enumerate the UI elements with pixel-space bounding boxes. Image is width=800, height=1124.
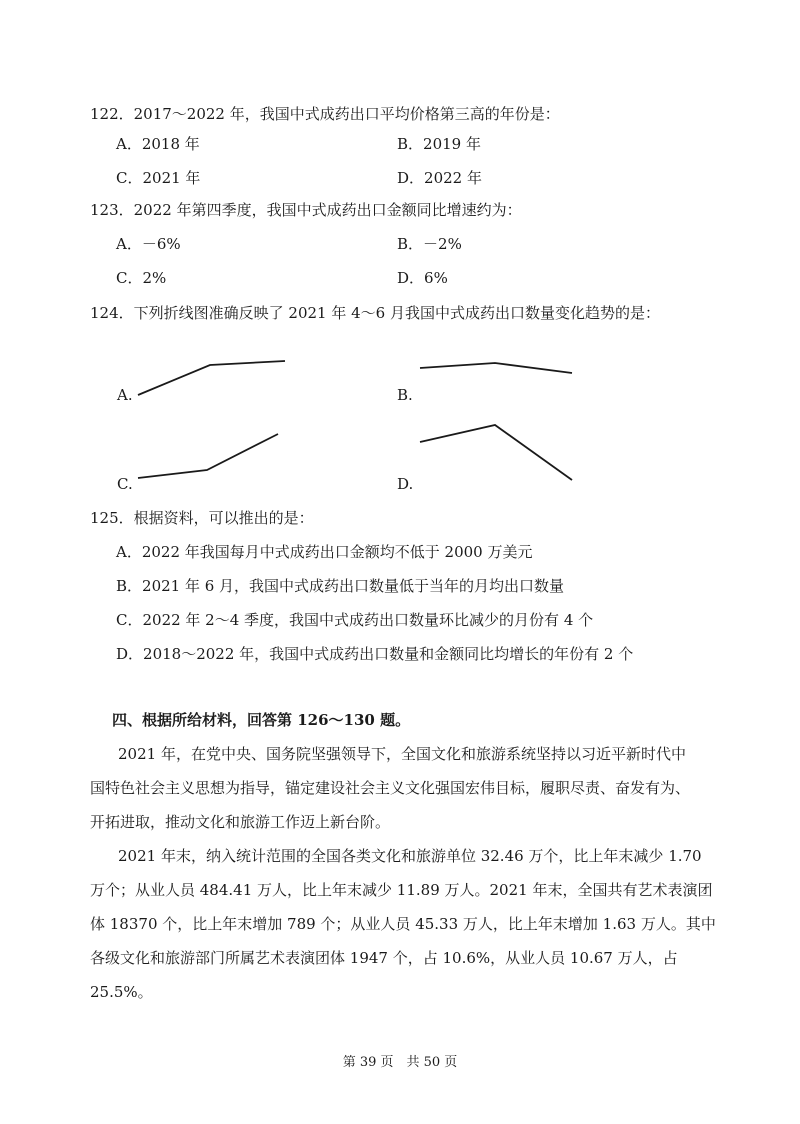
q124-option-b-figure (417, 355, 577, 385)
q123-option-a: A．－6% (116, 235, 181, 253)
q124-option-d-figure (417, 420, 577, 485)
q124-option-b-label: B. (397, 386, 413, 404)
question-122-stem: 122．2017～2022 年，我国中式成药出口平均价格第三高的年份是： (90, 105, 560, 123)
paragraph-1-line-3: 开拓进取，推动文化和旅游工作迈上新台阶。 (90, 813, 391, 831)
q124-option-a-label: A. (117, 386, 133, 404)
paragraph-2-line-4: 各级文化和旅游部门所属艺术表演团体 1947 个，占 10.6%，从业人员 10.67 万人，占 (90, 949, 678, 967)
q124-option-c-label: C. (117, 475, 133, 493)
q122-option-c: C．2021 年 (116, 169, 201, 187)
q123-option-c: C．2% (116, 269, 167, 287)
paragraph-2-line-2: 万个；从业人员 484.41 万人，比上年末减少 11.89 万人。2021 年末，全国共有艺术表演团 (90, 881, 713, 899)
q123-option-d: D．6% (397, 269, 448, 287)
q122-option-d: D．2022 年 (397, 169, 482, 187)
paragraph-2-line-5: 25.5%。 (90, 983, 153, 1001)
q124-option-a-trend-line (138, 361, 285, 395)
q125-option-c: C．2022 年 2～4 季度，我国中式成药出口数量环比减少的月份有 4 个 (116, 611, 594, 629)
q122-option-a: A．2018 年 (116, 135, 200, 153)
page-footer: 第 39 页 共 50 页 (342, 1055, 458, 1070)
q125-option-b: B．2021 年 6 月，我国中式成药出口数量低于当年的月均出口数量 (116, 577, 565, 595)
q124-option-c-figure (135, 430, 295, 485)
q124-option-c-trend-line (138, 434, 278, 478)
q125-option-d: D．2018～2022 年，我国中式成药出口数量和金额同比均增长的年份有 2 个 (116, 645, 634, 663)
q125-option-a: A．2022 年我国每月中式成药出口金额均不低于 2000 万美元 (116, 543, 533, 561)
paragraph-1-line-1: 2021 年，在党中央、国务院坚强领导下，全国文化和旅游系统坚持以习近平新时代中 (118, 745, 686, 763)
q124-option-d-trend-line (420, 425, 572, 480)
q122-option-b: B．2019 年 (397, 135, 481, 153)
question-124-stem: 124．下列折线图准确反映了 2021 年 4～6 月我国中式成药出口数量变化趋势的是： (90, 304, 660, 322)
q124-option-a-figure (135, 355, 295, 405)
paragraph-2-line-3: 体 18370 个，比上年末增加 789 个；从业人员 45.33 万人，比上年末增加 1.63 万人。其中 (90, 915, 716, 933)
question-123-stem: 123．2022 年第四季度，我国中式成药出口金额同比增速约为： (90, 201, 522, 219)
q124-option-d-label: D. (397, 475, 414, 493)
section-heading: 四、根据所给材料，回答第 126～130 题。 (112, 711, 411, 729)
question-125-stem: 125．根据资料，可以推出的是： (90, 509, 314, 527)
q123-option-b: B．－2% (397, 235, 462, 253)
paragraph-2-line-1: 2021 年末，纳入统计范围的全国各类文化和旅游单位 32.46 万个，比上年末减少 1.70 (118, 847, 702, 865)
paragraph-1-line-2: 国特色社会主义思想为指导，锚定建设社会主义文化强国宏伟目标，履职尽责、奋发有为、 (90, 779, 691, 797)
q124-option-b-trend-line (420, 363, 572, 373)
